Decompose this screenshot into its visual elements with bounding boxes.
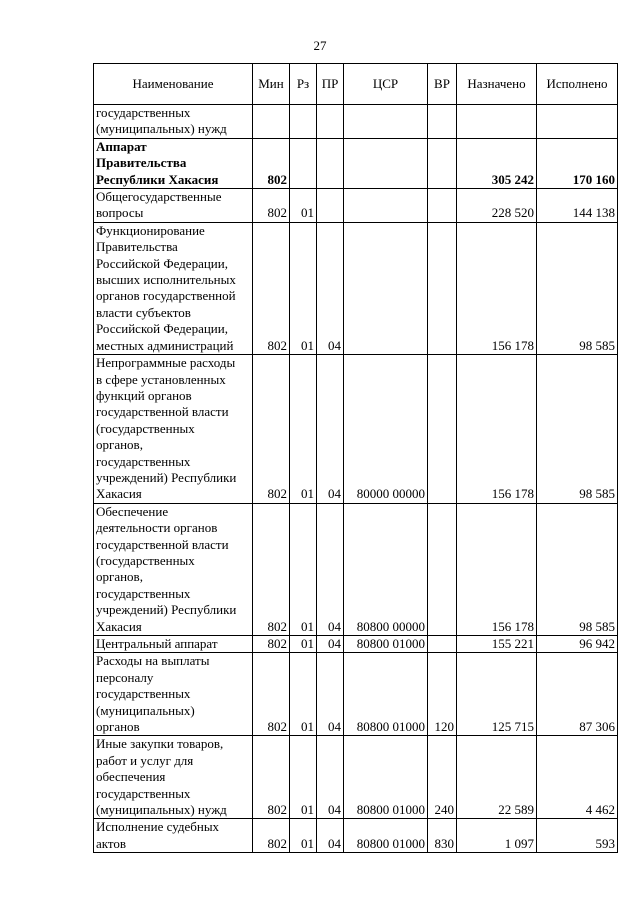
- cell-pr: 04: [317, 653, 344, 736]
- cell-executed: 87 306: [537, 653, 618, 736]
- row-name-line: органов,: [96, 437, 143, 453]
- row-name-line: власти субъектов: [96, 304, 191, 320]
- table-row: [94, 736, 618, 819]
- cell-min: 802: [253, 355, 290, 504]
- cell-executed: [537, 105, 618, 139]
- row-name-line: (государственных: [96, 420, 195, 436]
- cell-rz: 01: [290, 355, 317, 504]
- row-name-line: Исполнение судебных: [96, 819, 220, 835]
- cell-vr: 120: [428, 653, 457, 736]
- cell-min: 802: [253, 138, 290, 188]
- row-name-line: (государственных: [96, 552, 195, 568]
- cell-vr: [428, 138, 457, 188]
- row-name-line: Обеспечение: [96, 503, 169, 519]
- cell-vr: 830: [428, 819, 457, 853]
- budget-table: [93, 63, 618, 853]
- table-row: [94, 636, 618, 653]
- cell-pr: [317, 189, 344, 223]
- table-row: [94, 138, 618, 188]
- row-name-line: актов: [96, 835, 127, 851]
- cell-rz: 01: [290, 653, 317, 736]
- cell-min: 802: [253, 653, 290, 736]
- cell-pr: 04: [317, 819, 344, 853]
- row-name-line: Российской Федерации,: [96, 255, 228, 271]
- row-name-cell: [94, 503, 253, 635]
- row-name-line: Хакасия: [96, 486, 142, 502]
- cell-csr: 80800 01000: [344, 819, 428, 853]
- row-name-line: Хакасия: [96, 618, 142, 634]
- cell-vr: 240: [428, 736, 457, 819]
- col-header-rz: Рз: [290, 64, 317, 105]
- row-name-line: в сфере установленных: [96, 371, 226, 387]
- table-row: [94, 222, 618, 354]
- cell-executed: 98 585: [537, 355, 618, 504]
- cell-csr: 80800 01000: [344, 653, 428, 736]
- row-name-line: обеспечения: [96, 769, 166, 785]
- cell-csr: 80000 00000: [344, 355, 428, 504]
- cell-rz: 01: [290, 222, 317, 354]
- cell-vr: [428, 636, 457, 653]
- cell-assigned: 125 715: [457, 653, 537, 736]
- row-name-line: государственных: [96, 686, 191, 702]
- table-row: [94, 355, 618, 504]
- row-name-line: государственных: [96, 785, 191, 801]
- cell-min: 802: [253, 736, 290, 819]
- row-name-line: (муниципальных) нужд: [96, 802, 227, 818]
- row-name-cell: [94, 189, 253, 223]
- cell-executed: 144 138: [537, 189, 618, 223]
- row-name-line: Правительства: [96, 155, 187, 171]
- cell-rz: 01: [290, 636, 317, 653]
- row-name-line: учреждений) Республики: [96, 602, 237, 618]
- cell-pr: [317, 138, 344, 188]
- cell-vr: [428, 105, 457, 139]
- row-name-line: Российской Федерации,: [96, 321, 228, 337]
- page-number: 27: [313, 38, 327, 53]
- table-row: [94, 189, 618, 223]
- cell-csr: [344, 222, 428, 354]
- cell-csr: [344, 189, 428, 223]
- row-name-line: Правительства: [96, 239, 178, 255]
- row-name-line: Республики Хакасия: [96, 171, 219, 187]
- cell-min: 802: [253, 819, 290, 853]
- cell-rz: 01: [290, 503, 317, 635]
- cell-min: 802: [253, 189, 290, 223]
- cell-min: 802: [253, 222, 290, 354]
- col-header-vr: ВР: [428, 64, 457, 105]
- row-name-line: Непрограммные расходы: [96, 355, 236, 371]
- row-name-cell: [94, 636, 253, 653]
- row-name-cell: [94, 736, 253, 819]
- cell-csr: [344, 105, 428, 139]
- cell-assigned: 156 178: [457, 355, 537, 504]
- cell-vr: [428, 355, 457, 504]
- row-name-line: вопросы: [96, 205, 144, 221]
- row-name-line: персоналу: [96, 669, 154, 685]
- cell-executed: 170 160: [537, 138, 618, 188]
- row-name-line: государственных: [96, 453, 191, 469]
- col-header-pr: ПР: [317, 64, 344, 105]
- cell-pr: [317, 105, 344, 139]
- table-body: [94, 105, 618, 853]
- col-header-name: Наименование: [94, 64, 253, 105]
- row-name-line: Общегосударственные: [96, 189, 222, 205]
- row-name-line: местных администраций: [96, 337, 234, 353]
- col-header-csr: ЦСР: [344, 64, 428, 105]
- row-name-line: государственной власти: [96, 404, 229, 420]
- cell-rz: 01: [290, 819, 317, 853]
- row-name-cell: [94, 819, 253, 853]
- cell-csr: 80800 01000: [344, 636, 428, 653]
- cell-vr: [428, 189, 457, 223]
- row-name-line: государственных: [96, 105, 191, 120]
- row-name-cell: [94, 105, 253, 139]
- row-name-line: государственных: [96, 585, 191, 601]
- cell-csr: 80800 01000: [344, 736, 428, 819]
- cell-min: [253, 105, 290, 139]
- cell-pr: 04: [317, 736, 344, 819]
- row-name-cell: [94, 138, 253, 188]
- col-header-executed: Исполнено: [537, 64, 618, 105]
- row-name-cell: [94, 653, 253, 736]
- row-name-line: Центральный аппарат: [96, 636, 218, 651]
- cell-vr: [428, 503, 457, 635]
- row-name-cell: [94, 355, 253, 504]
- cell-executed: 98 585: [537, 222, 618, 354]
- col-header-min: Мин: [253, 64, 290, 105]
- cell-executed: 593: [537, 819, 618, 853]
- row-name-line: деятельности органов: [96, 520, 218, 536]
- table-row: [94, 105, 618, 139]
- cell-assigned: 22 589: [457, 736, 537, 819]
- cell-rz: [290, 105, 317, 139]
- cell-executed: 4 462: [537, 736, 618, 819]
- cell-assigned: 1 097: [457, 819, 537, 853]
- cell-pr: 04: [317, 355, 344, 504]
- row-name-line: Иные закупки товаров,: [96, 736, 224, 752]
- cell-min: 802: [253, 503, 290, 635]
- row-name-line: (муниципальных) нужд: [96, 121, 227, 137]
- cell-assigned: [457, 105, 537, 139]
- table-row: [94, 819, 618, 853]
- row-name-line: Расходы на выплаты: [96, 653, 210, 669]
- row-name-line: Аппарат: [96, 138, 147, 154]
- row-name-line: функций органов: [96, 387, 192, 403]
- cell-assigned: 305 242: [457, 138, 537, 188]
- row-name-line: Функционирование: [96, 222, 205, 238]
- row-name-line: государственной власти: [96, 536, 229, 552]
- cell-csr: [344, 138, 428, 188]
- cell-pr: 04: [317, 636, 344, 653]
- table-header-row: [94, 64, 618, 105]
- cell-pr: 04: [317, 503, 344, 635]
- cell-rz: 01: [290, 189, 317, 223]
- cell-pr: 04: [317, 222, 344, 354]
- table-row: [94, 503, 618, 635]
- row-name-line: высших исполнительных: [96, 272, 236, 288]
- cell-executed: 96 942: [537, 636, 618, 653]
- row-name-line: учреждений) Республики: [96, 469, 237, 485]
- cell-vr: [428, 222, 457, 354]
- cell-rz: 01: [290, 736, 317, 819]
- cell-executed: 98 585: [537, 503, 618, 635]
- cell-assigned: 228 520: [457, 189, 537, 223]
- row-name-line: органов государственной: [96, 288, 236, 304]
- cell-min: 802: [253, 636, 290, 653]
- row-name-line: органов: [96, 719, 140, 735]
- table-row: [94, 653, 618, 736]
- row-name-line: работ и услуг для: [96, 752, 194, 768]
- row-name-cell: [94, 222, 253, 354]
- cell-assigned: 156 178: [457, 503, 537, 635]
- row-name-line: (муниципальных): [96, 702, 195, 718]
- row-name-line: органов,: [96, 569, 143, 585]
- cell-rz: [290, 138, 317, 188]
- cell-csr: 80800 00000: [344, 503, 428, 635]
- cell-assigned: 156 178: [457, 222, 537, 354]
- col-header-assigned: Назначено: [457, 64, 537, 105]
- cell-assigned: 155 221: [457, 636, 537, 653]
